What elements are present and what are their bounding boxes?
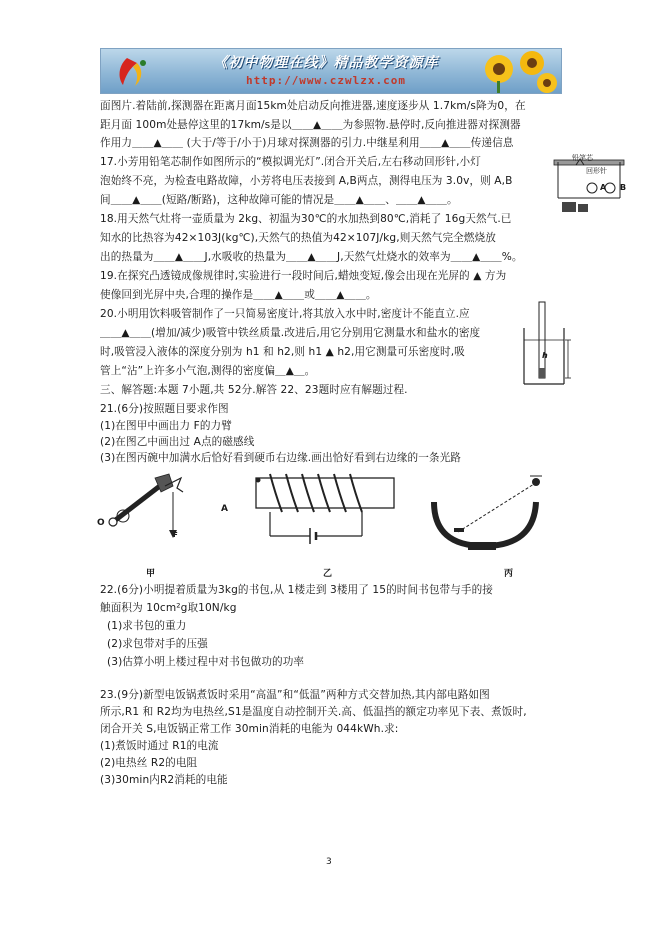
text-line: 距月面 100m处悬停这里的17km/s是以＿＿▲＿＿为参照物.悬停时,反向推进器对探测器 (100, 119, 521, 131)
text-line: 时,吸管浸入液体的深度分别为 h1 和 h2,则 h1 ▲ h2,用它测量可乐密度时,吸 (100, 346, 465, 358)
text-line: (1)求书包的重力 (107, 620, 187, 632)
text-line: (1)在图甲中画出力 F的力臂 (100, 420, 232, 432)
question-21: 21.(6分)按照题目要求作图 (100, 403, 229, 415)
text-line: 触面积为 10cm²g取10N/kg (100, 602, 237, 614)
site-logo-icon (113, 55, 153, 89)
beaker-hydrometer-diagram (520, 298, 576, 390)
point-a-jia-label: A (221, 504, 228, 514)
text-line: (2)在图乙中画出过 A点的磁感线 (100, 436, 255, 448)
clip-label: 回形针 (586, 167, 607, 175)
banner-title: 《初中物理在线》精品教学资源库 (213, 55, 439, 71)
text-line: 泡始终不亮，为检查电路故障，小芳将电压表接到 A,B两点，测得电压为 3.0v，则 A,B (100, 175, 513, 187)
text-line: 管上“沾”上许多小气泡,测得的密度偏＿▲＿。 (100, 365, 316, 377)
text-line: (3)估算小明上楼过程中对书包做功的功率 (107, 656, 305, 668)
text-line: (3)在图丙碗中加满水后恰好看到硬币右边缘.画出恰好看到右边缘的一条光路 (100, 452, 461, 464)
text-line: (2)电热丝 R2的电阻 (100, 757, 198, 769)
text-line: 面图片.着陆前,探测器在距离月面15km处启动反向推进器,速度逐步从 1.7km/s降为0，在 (100, 100, 526, 112)
header-banner (100, 48, 562, 94)
depth-h-label: h (542, 351, 548, 360)
question-20: 20.小明用饮料吸管制作了一只简易密度计,将其放入水中时,密度计不能直立.应 (100, 308, 470, 320)
question-18: 18.用天然气灶将一壶质量为 2kg、初温为30℃的水加热到80℃,消耗了 16g天然气.已 (100, 213, 512, 225)
point-a-label: A (600, 183, 607, 192)
text-line: 闭合开关 S,电饭锅正常工作 30min消耗的电能为 044kWh.求: (100, 723, 399, 735)
question-17: 17.小芳用铅笔芯制作如图所示的“模拟调光灯”.闭合开关后,左右移动回形针,小灯 (100, 156, 481, 168)
text-line: 出的热量为＿＿▲＿＿J,水吸收的热量为＿＿▲＿＿J,天然气灶烧水的效率为＿＿▲＿＿%。 (100, 251, 523, 263)
point-b-label: B (620, 183, 627, 192)
lever-figure-jia (95, 472, 225, 562)
text-line: (1)煮饭时通过 R1的电流 (100, 740, 219, 752)
question-22: 22.(6分)小明提着质量为3kg的书包,从 1楼走到 3楼用了 15的时间书包带与手的接 (100, 584, 494, 596)
sunflower-icon (477, 49, 557, 93)
figure-caption-bing: 丙 (504, 569, 514, 579)
text-line: (3)30min内R2消耗的电能 (100, 774, 228, 786)
question-23: 23.(9分)新型电饭锅煮饭时采用“高温”和“低温”两种方式交替加热,其内部电路如图 (100, 689, 490, 701)
pencil-lead-label: 铅笔芯 (572, 154, 593, 162)
text-line: 间＿＿▲＿＿(短路/断路)，这种故障可能的情况是＿＿▲＿＿、＿＿▲＿＿。 (100, 194, 458, 206)
text-line: 所示,R1 和 R2均为电热丝,S1是温度自动控制开关.高、低温挡的额定功率见下表、煮饭时, (100, 706, 527, 718)
banner-url: http://www.czwlzx.com (245, 74, 407, 87)
text-line: 使像回到光屏中央,合理的操作是＿＿▲＿＿或＿＿▲＿＿。 (100, 289, 377, 301)
page-number: 3 (326, 857, 332, 867)
figure-caption-jia: 甲 (146, 569, 156, 579)
force-f-label: F (173, 531, 178, 539)
bowl-figure-bing (428, 470, 558, 555)
section-heading: 三、解答题:本题 7小题,共 52分.解答 22、23题时应有解题过程. (100, 384, 408, 396)
solenoid-figure-yi (250, 470, 400, 555)
figure-caption-yi: 乙 (323, 569, 333, 579)
text-line: ＿＿▲＿＿(增加/减少)吸管中铁丝质量.改进后,用它分别用它测量水和盐水的密度 (100, 327, 481, 339)
text-line: 作用力＿＿▲＿＿ (大于/等于/小于)月球对探测器的引力.中继星利用＿＿▲＿＿传递信息 (100, 137, 514, 149)
text-line: 知水的比热容为42×103J(kg℃),天然气的热值为42×107J/kg,则天然气完全燃烧放 (100, 232, 496, 244)
pivot-o-label: O (97, 518, 105, 528)
text-line: (2)求包带对手的压强 (107, 638, 208, 650)
question-19: 19.在探究凸透镜成像规律时,实验进行一段时间后,蜡烛变短,像会出现在光屏的 ▲ 方为 (100, 270, 507, 282)
